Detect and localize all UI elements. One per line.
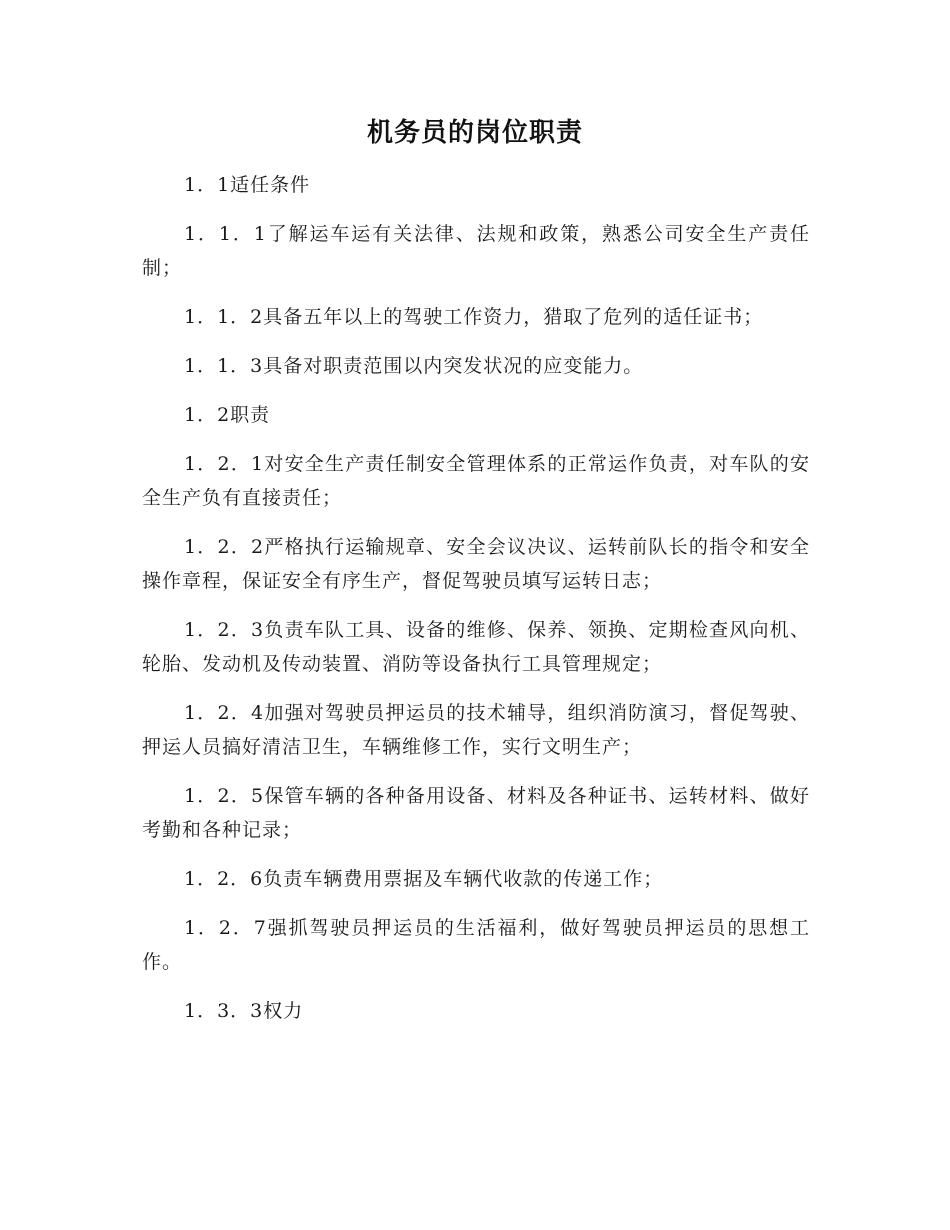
paragraph: 1．1．3具备对职责范围以内突发状况的应变能力。 (184, 355, 644, 377)
section-heading-duties: 1．2职责 (184, 404, 271, 426)
paragraph: 1．2．5保管车辆的各种备用设备、材料及各种证书、运转材料、做好考勤和各种记录； (142, 785, 810, 841)
paragraph: 1．2．7强抓驾驶员押运员的生活福利，做好驾驶员押运员的思想工作。 (142, 917, 810, 973)
paragraph: 1．2．3负责车队工具、设备的维修、保养、领换、定期检查风向机、轮胎、发动机及传动装置、消防等设备执行工具管理规定； (142, 619, 810, 675)
paragraph: 1．2．1对安全生产责任制安全管理体系的正常运作负责，对车队的安全生产负有直接责任； (142, 453, 810, 509)
paragraph: 1．2．6负责车辆费用票据及车辆代收款的传递工作； (184, 868, 664, 890)
paragraph: 1．1．2具备五年以上的驾驶工作资力，猎取了危列的适任证书； (184, 306, 764, 328)
document-title: 机务员的岗位职责 (366, 118, 583, 148)
paragraph: 1．2．4加强对驾驶员押运员的技术辅导，组织消防演习，督促驾驶、押运人员搞好清洁卫生，车辆维修工作，实行文明生产； (142, 702, 810, 758)
section-heading-qualifications: 1．1适任条件 (184, 174, 311, 196)
section-heading-authority: 1．3．3权力 (184, 1000, 304, 1022)
document-body (142, 168, 810, 1043)
paragraph: 1．1．1了解运车运有关法律、法规和政策，熟悉公司安全生产责任制； (142, 223, 810, 279)
paragraph: 1．2．2严格执行运输规章、安全会议决议、运转前队长的指令和安全操作章程，保证安全有序生产，督促驾驶员填写运转日志； (142, 536, 810, 592)
